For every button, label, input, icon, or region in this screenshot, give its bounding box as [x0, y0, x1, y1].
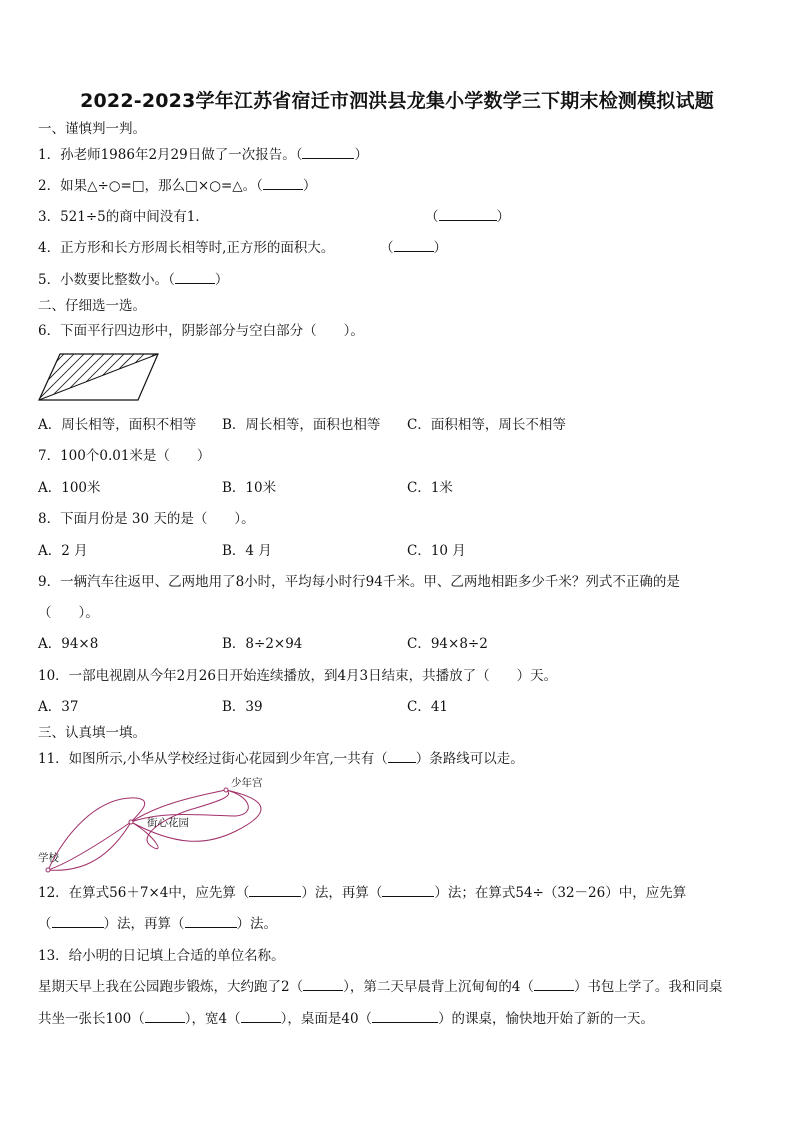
option-b[interactable]: B．10米 — [222, 480, 277, 496]
option-c[interactable]: C．面积相等，周长不相等 — [407, 417, 566, 433]
answer-blank[interactable] — [185, 915, 237, 928]
answer-blank[interactable] — [388, 750, 416, 763]
garden-label: 街心花园 — [147, 817, 189, 829]
answer-blank[interactable] — [175, 271, 215, 284]
option-b[interactable]: B．8÷2×94 — [222, 636, 303, 652]
option-c[interactable]: C．41 — [407, 699, 449, 715]
question-12-continued: （ ）法，再算（ ）法。 — [38, 916, 277, 932]
answer-blank[interactable] — [534, 978, 574, 991]
question-3: 3．521÷5的商中间没有1． — [38, 209, 209, 225]
question-4: 4．正方形和长方形周长相等时,正方形的面积大。 — [38, 240, 335, 256]
question-6: 6．下面平行四边形中，阴影部分与空白部分（ ）。 — [38, 323, 364, 339]
option-b[interactable]: B．39 — [222, 699, 263, 715]
question-1: 1．孙老师1986年2月29日做了一次报告。（ ） — [38, 147, 368, 163]
answer-blank[interactable] — [263, 177, 303, 190]
answer-blank[interactable] — [302, 146, 354, 159]
option-c[interactable]: C．10 月 — [407, 543, 466, 559]
answer-blank[interactable] — [145, 1010, 185, 1023]
question-8: 8．下面月份是 30 天的是（ ）。 — [38, 511, 255, 527]
question-9-continued: （ ）。 — [38, 605, 99, 621]
question-4-answer: （ ） — [380, 240, 447, 256]
palace-label: 少年宫 — [231, 777, 263, 789]
question-9: 9．一辆汽车往返甲、乙两地用了8小时，平均每小时行94千米。甲、乙两地相距多少千米？列式不正确的是 — [38, 574, 680, 590]
answer-blank[interactable] — [439, 208, 497, 221]
option-b[interactable]: B．周长相等，面积也相等 — [222, 417, 381, 433]
answer-blank[interactable] — [382, 884, 434, 897]
answer-blank[interactable] — [241, 1010, 281, 1023]
section-heading: 一、谨慎判一判。 — [38, 121, 146, 137]
answer-blank[interactable] — [52, 915, 104, 928]
option-c[interactable]: C．1米 — [407, 480, 453, 496]
question-11: 11．如图所示,小华从学校经过街心花园到少年宫,一共有（ ）条路线可以走。 — [38, 751, 524, 767]
section-heading: 二、仔细选一选。 — [38, 298, 146, 314]
question-10: 10．一部电视剧从今年2月26日开始连续播放，到4月3日结束，共播放了（ ）天。 — [38, 668, 558, 684]
parallelogram-figure — [38, 352, 160, 402]
question-5: 5．小数要比整数小。（ ） — [38, 272, 229, 288]
question-13: 13．给小明的日记填上合适的单位名称。 — [38, 948, 285, 964]
question-7: 7．100个0.01米是（ ） — [38, 448, 211, 464]
question-2: 2．如果△÷○=□，那么□×○=△。（ ） — [38, 178, 317, 194]
school-label: 学校 — [38, 852, 59, 864]
option-c[interactable]: C．94×8÷2 — [407, 636, 488, 652]
option-a[interactable]: A．100米 — [38, 480, 101, 496]
answer-blank[interactable] — [394, 239, 434, 252]
answer-blank[interactable] — [303, 978, 343, 991]
page-title: 2022-2023学年江苏省宿迁市泗洪县龙集小学数学三下期末检测模拟试题 — [80, 90, 714, 112]
option-a[interactable]: A．37 — [38, 699, 79, 715]
option-b[interactable]: B．4 月 — [222, 543, 272, 559]
question-3-answer: （ ） — [425, 209, 510, 225]
option-a[interactable]: A．2 月 — [38, 543, 88, 559]
answer-blank[interactable] — [249, 884, 301, 897]
option-a[interactable]: A．94×8 — [38, 636, 99, 652]
answer-blank[interactable] — [372, 1010, 438, 1023]
diary-line-1: 星期天早上我在公园跑步锻炼，大约跑了2（ ），第二天早晨背上沉甸甸的4（ ）书包上学了。我和同桌 — [38, 979, 723, 995]
question-12: 12．在算式56＋7×4中，应先算（ ）法，再算（ ）法；在算式54÷（32－26）中，应先算 — [38, 885, 687, 901]
option-a[interactable]: A．周长相等，面积不相等 — [38, 417, 197, 433]
diary-line-2: 共坐一张长100（ ），宽4（ ），桌面是40（ ）的课桌，愉快地开始了新的一天。 — [38, 1011, 655, 1027]
section-heading: 三、认真填一填。 — [38, 725, 146, 741]
